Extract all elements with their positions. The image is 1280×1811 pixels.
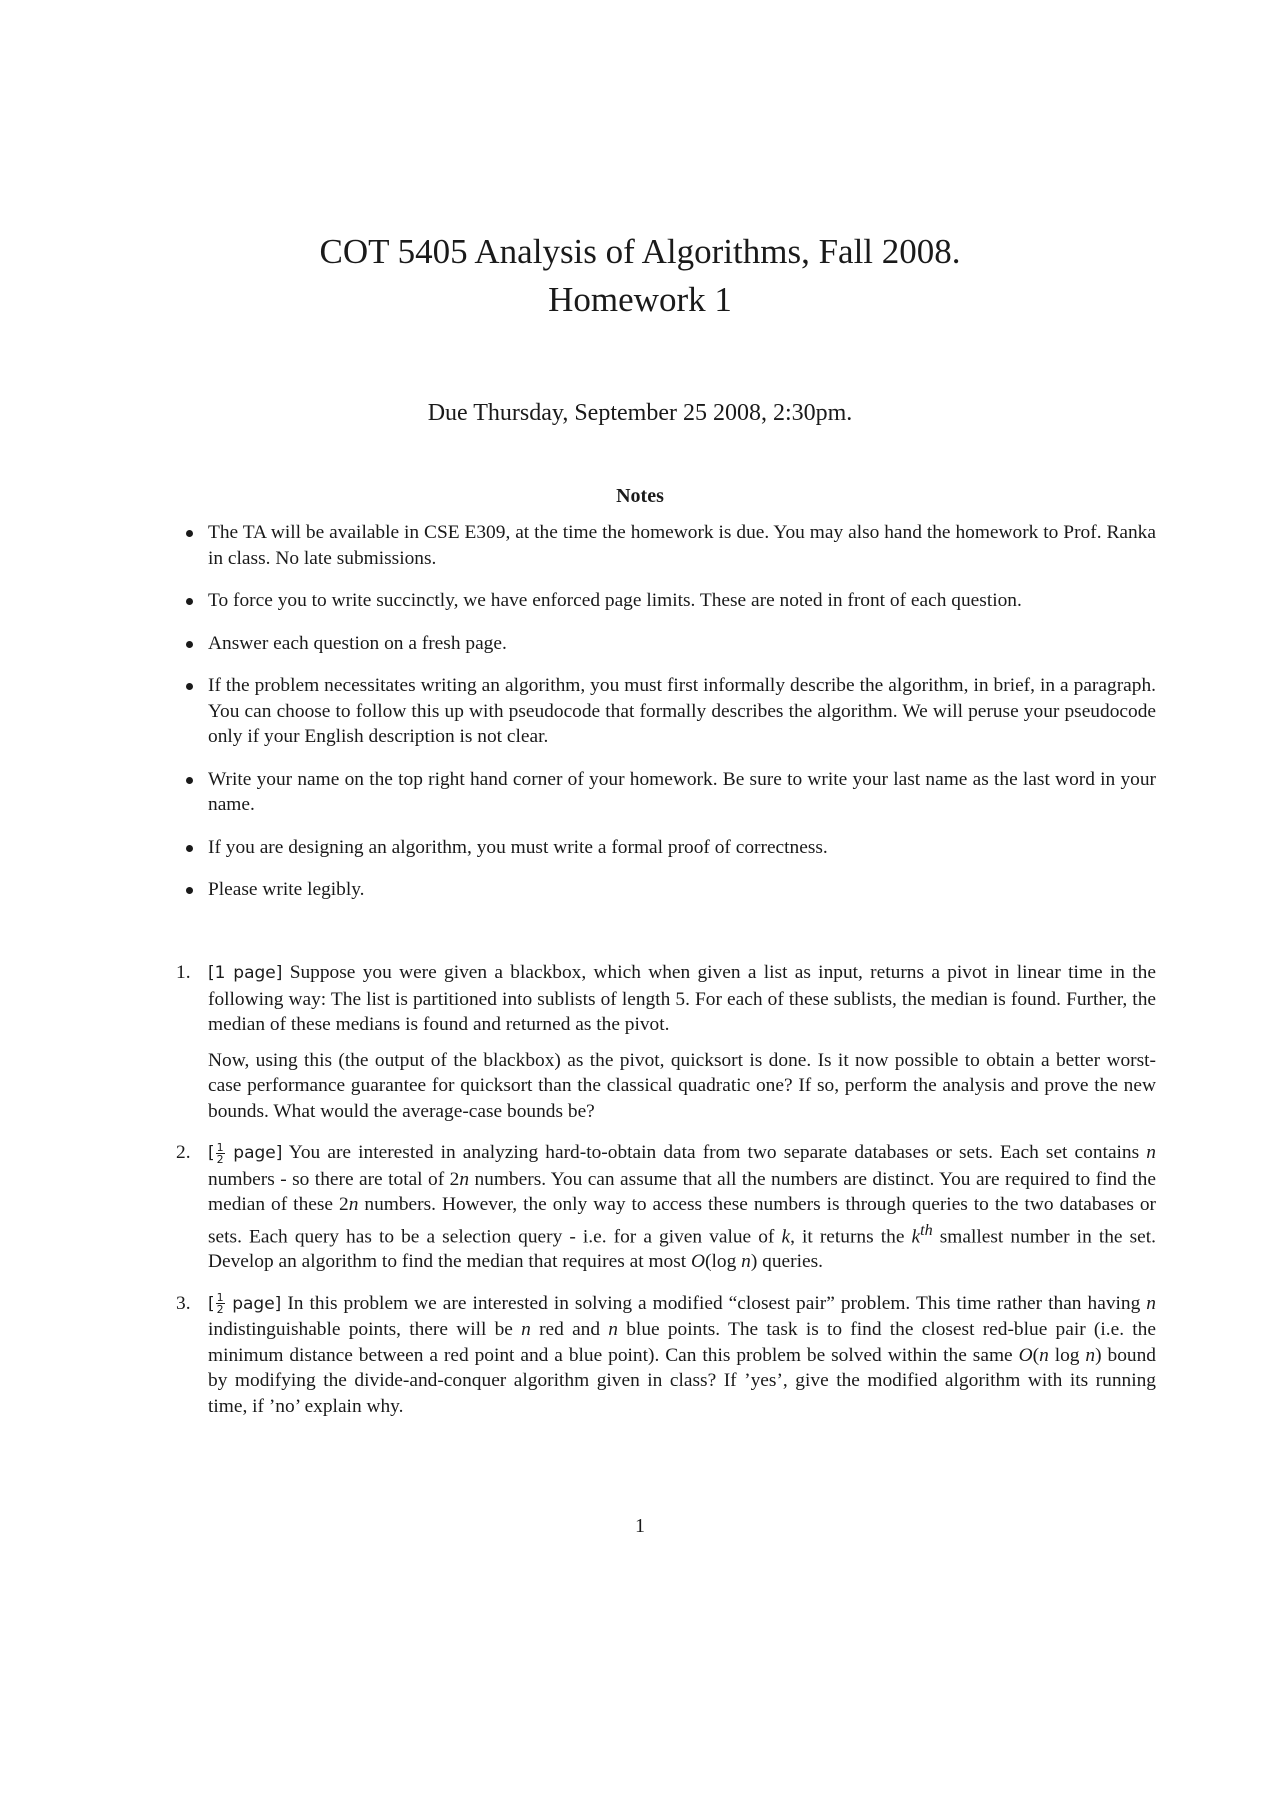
bullet-icon xyxy=(186,777,193,784)
problem-text: ( xyxy=(1032,1344,1040,1366)
problem-1 xyxy=(176,960,1156,1124)
problem-number: 1. xyxy=(176,962,191,983)
note-text: The TA will be available in CSE E309, at the time the homework is due. You may also hand the homework to Prof. Ranka in class. No late submissions. xyxy=(208,522,1156,569)
math-var: n xyxy=(1039,1344,1049,1366)
bullet-icon xyxy=(186,887,193,894)
note-text: Answer each question on a fresh page. xyxy=(208,632,507,654)
math-var: n xyxy=(348,1194,359,1215)
math-var: k xyxy=(781,1225,791,1247)
notes-heading: Notes xyxy=(616,485,664,507)
note-item xyxy=(186,631,1156,657)
math-var: n xyxy=(608,1319,618,1341)
math-var: n xyxy=(459,1168,470,1190)
problem-text: numbers. However, the only way to access these numbers is through queries to the two databases or sets. Each query has to be a selection query - i.e. for a given value of xyxy=(208,1194,1157,1247)
problem-list xyxy=(176,960,1156,1435)
fraction-denominator: 2 xyxy=(216,1152,224,1166)
note-text: If you are designing an algorithm, you must write a formal proof of correctness. xyxy=(208,836,828,858)
note-text: Please write legibly. xyxy=(208,879,365,900)
problem-2 xyxy=(176,1140,1156,1275)
problem-text: In this problem we are interested in solving a modified “closest pair” problem. This time rather than having xyxy=(287,1292,1147,1314)
problem-text: You are interested in analyzing hard-to-obtain data from two separate databases or sets. Each set contains xyxy=(288,1142,1147,1163)
problem-text: Now, using this (the output of the blackbox) as the pivot, quicksort is done. Is it now possible to obtain a better worst-case performance guarantee for quicksort than the classical quadratic one? If so, perform the analysis and prove the new bounds. What would the average-case bounds be? xyxy=(208,1049,1156,1122)
note-item xyxy=(186,520,1156,571)
page-limit-tag: [1 page] xyxy=(208,963,283,983)
problem-text: Suppose you were given a blackbox, which when given a list as input, returns a pivot in linear time in the following way: The list is partitioned into sublists of length 5. For each of these sublists, the median is found. Further, the median of these medians is found and returned as the pivot. xyxy=(208,962,1156,1035)
problem-text: blue points. The task is to find the closest red-blue pair (i.e. the minimum distance between a red point and a blue point). Can this problem be solved within the same xyxy=(208,1319,1156,1366)
math-var: n xyxy=(741,1251,751,1273)
note-item xyxy=(186,588,1156,614)
title-block xyxy=(0,228,1280,324)
math-var: n xyxy=(1146,1292,1156,1314)
note-text: To force you to write succinctly, we have enforced page limits. These are noted in front of each question. xyxy=(208,590,1022,611)
math-var: O xyxy=(691,1251,706,1273)
due-date: Due Thursday, September 25 2008, 2:30pm. xyxy=(427,400,853,426)
problem-text: , it returns the xyxy=(790,1225,912,1247)
half-fraction xyxy=(216,1142,225,1165)
bullet-icon xyxy=(186,641,193,648)
problem-text: smallest number in the set. Develop an algorithm to find the median that requires at most xyxy=(208,1225,1156,1273)
note-item xyxy=(186,673,1156,750)
problem-paragraph xyxy=(208,1140,1156,1275)
document-title: COT 5405 Analysis of Algorithms, Fall 2008. xyxy=(319,232,961,271)
math-var: n xyxy=(1085,1344,1096,1366)
document-subtitle: Homework 1 xyxy=(548,280,732,319)
problem-text: log xyxy=(1048,1344,1086,1366)
note-text: Write your name on the top right hand corner of your homework. Be sure to write your last name as the last word in your name. xyxy=(208,768,1156,815)
math-var: n xyxy=(1146,1142,1156,1163)
page-limit-tag xyxy=(208,1291,282,1317)
bullet-icon xyxy=(186,598,193,605)
fraction-numerator: 1 xyxy=(216,1291,224,1305)
problem-number: 2. xyxy=(176,1142,191,1163)
page-tag-open: [ xyxy=(208,1293,215,1314)
fraction-denominator: 2 xyxy=(216,1303,224,1317)
problem-paragraph xyxy=(208,960,1156,1038)
note-item xyxy=(186,767,1156,818)
problem-text: ) bound by modifying the divide-and-conquer algorithm given in class? If ’yes’, give the modified algorithm with its running time, if ’no’ explain why. xyxy=(208,1344,1156,1417)
problem-number: 3. xyxy=(176,1292,191,1314)
problem-paragraph xyxy=(208,1048,1156,1125)
page-number: 1 xyxy=(635,1515,645,1537)
problem-text: numbers. You can assume that all the numbers are distinct. You are required to find the median of these 2 xyxy=(208,1168,1156,1215)
page-tag-close: page] xyxy=(225,1143,283,1163)
problem-text: indistinguishable points, there will be xyxy=(208,1319,522,1341)
problem-text: ) queries. xyxy=(750,1251,823,1273)
bullet-icon xyxy=(186,683,193,690)
note-text: If the problem necessitates writing an algorithm, you must first informally describe the algorithm, in brief, in a paragraph. You can choose to follow this up with pseudocode that formally describes the algorithm. We will peruse your pseudocode only if your English description is not clear. xyxy=(208,675,1156,747)
page-tag-close: page] xyxy=(225,1293,282,1314)
problem-text: red and xyxy=(530,1319,609,1341)
math-superscript: th xyxy=(920,1221,933,1239)
math-var: O xyxy=(1018,1344,1033,1366)
bullet-icon xyxy=(186,845,193,852)
problem-text: (log xyxy=(705,1251,742,1273)
page-limit-tag xyxy=(208,1140,283,1166)
notes-list xyxy=(186,520,1156,920)
math-var: k xyxy=(911,1225,921,1247)
fraction-numerator: 1 xyxy=(216,1140,224,1154)
bullet-icon xyxy=(186,530,193,537)
note-item xyxy=(186,877,1156,903)
problem-text: numbers - so there are total of 2 xyxy=(208,1168,460,1190)
half-fraction xyxy=(216,1292,225,1315)
problem-paragraph xyxy=(208,1291,1156,1420)
math-var: n xyxy=(521,1319,531,1341)
problem-3 xyxy=(176,1291,1156,1420)
page-tag-open: [ xyxy=(208,1143,215,1163)
note-item xyxy=(186,835,1156,861)
